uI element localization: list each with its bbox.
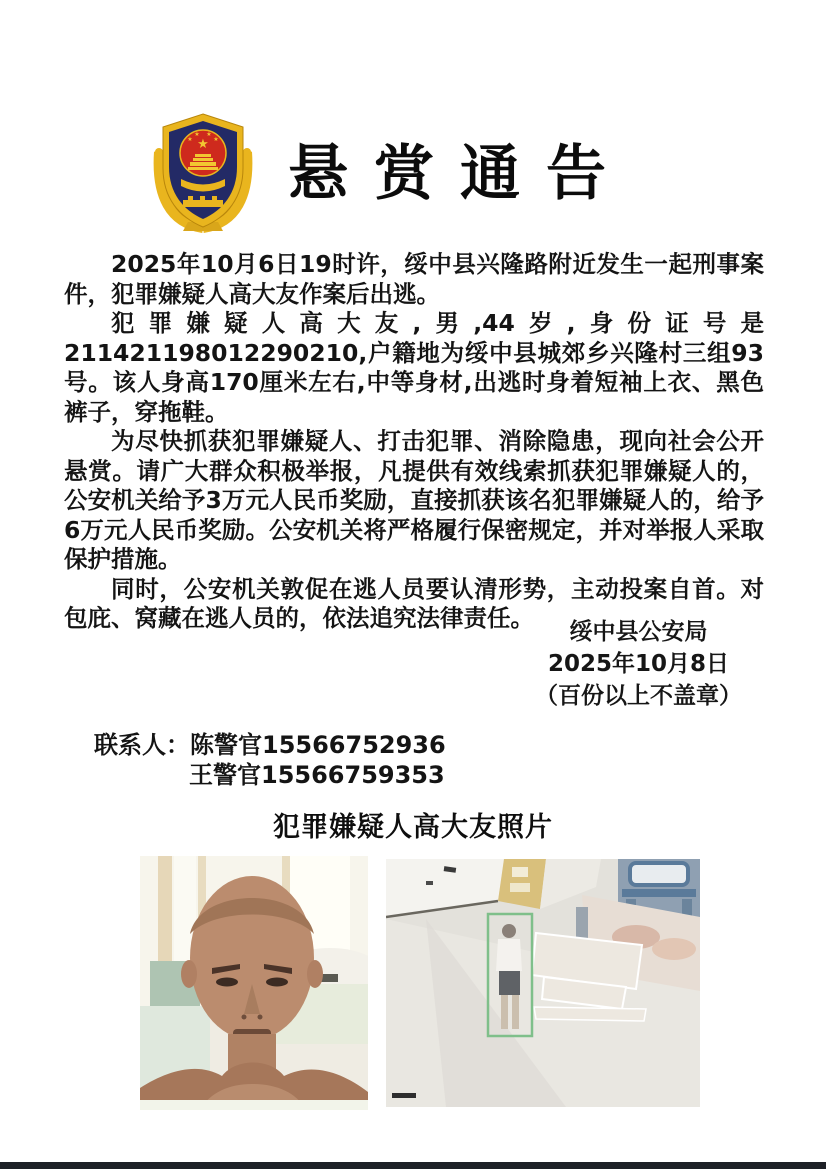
svg-text:★: ★ — [187, 136, 193, 143]
issuing-authority: 绥中县公安局 — [569, 619, 708, 645]
suspect-portrait-photo — [140, 856, 368, 1110]
suspect-cctv-photo — [386, 859, 700, 1107]
seal-note: （百份以上不盖章） — [535, 683, 742, 709]
svg-text:★: ★ — [194, 131, 200, 138]
contact-block — [94, 730, 446, 790]
signature-block — [535, 616, 742, 712]
svg-text:★: ★ — [206, 131, 212, 138]
contact-label: 联系人： — [94, 731, 190, 759]
svg-text:★: ★ — [197, 137, 209, 152]
badge-great-wall — [183, 196, 223, 207]
issue-date: 2025年10月8日 — [547, 651, 730, 677]
paragraph-reward: 为尽快抓获犯罪嫌疑人、打击犯罪、消除隐患，现向社会公开悬赏。请广大群众积极举报，凡提供有效线索抓获犯罪嫌疑人的，公安机关给予3万元人民币奖励，直接抓获该名犯罪嫌疑人的，给予6万元人民币奖励。公安机关将严格履行保密规定，并对举报人采取保护措施。 — [64, 427, 764, 573]
contact-1-phone: 15566752936 — [262, 731, 446, 759]
paragraph-suspect-description: 犯罪嫌疑人高大友,男,44岁,身份证号是211421198012290210,户籍地为绥中县城郊乡兴隆村三组93号。该人身高170厘米左右,中等身材,出逃时身着短袖上衣、黑色裤子，穿拖鞋。 — [64, 309, 764, 426]
svg-text:★: ★ — [213, 136, 219, 143]
photos-caption: 犯罪嫌疑人高大友照片 — [273, 812, 553, 843]
china-police-badge-icon — [152, 110, 254, 234]
timestamp-mark — [392, 1093, 416, 1098]
contact-2-name: 王警官 — [189, 761, 261, 789]
notice-body — [64, 250, 764, 634]
paragraph-incident: 2025年10月6日19时许，绥中县兴隆路附近发生一起刑事案件，犯罪嫌疑人高大友作案后出逃。 — [64, 250, 764, 308]
paragraph-surrender-warning: 同时，公安机关敦促在逃人员要认清形势，主动投案自首。对包庇、窝藏在逃人员的，依法追究法律责任。 — [64, 574, 764, 632]
page-title: 悬赏通告 — [288, 139, 632, 209]
contact-line-1 — [94, 730, 446, 760]
contact-2-phone: 15566759353 — [261, 761, 445, 789]
contact-1-name: 陈警官 — [190, 731, 262, 759]
contact-line-2 — [94, 760, 446, 790]
bottom-border-bar — [0, 1162, 826, 1169]
